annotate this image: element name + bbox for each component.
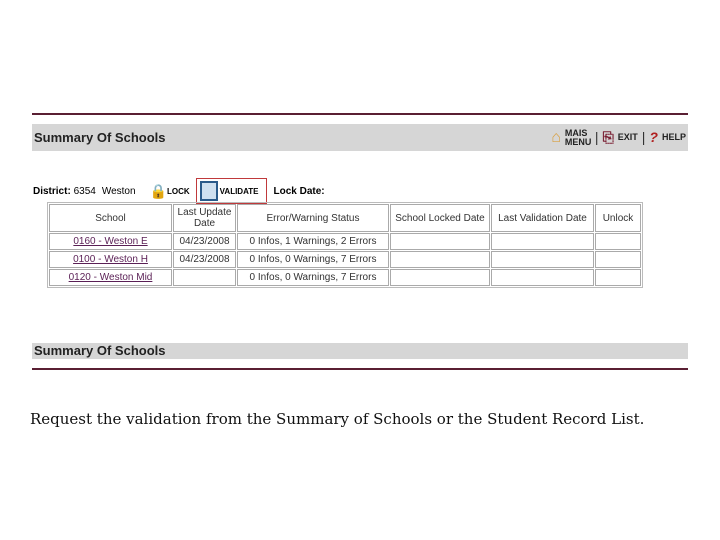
home-icon: ⌂ xyxy=(551,129,561,146)
col-locked-date: School Locked Date xyxy=(390,204,490,232)
col-school: School xyxy=(49,204,172,232)
status-cell: 0 Infos, 0 Warnings, 7 Errors xyxy=(237,251,389,268)
locked-date xyxy=(390,251,490,268)
nav-links xyxy=(551,124,686,151)
update-date: 04/23/2008 xyxy=(173,251,236,268)
school-link[interactable]: 0100 - Weston H xyxy=(73,254,148,265)
exit-icon: ⎘ xyxy=(602,129,614,145)
validation-date xyxy=(491,233,594,250)
lock-button[interactable] xyxy=(150,183,190,200)
table-row xyxy=(49,251,641,268)
update-date xyxy=(173,269,236,286)
caption: Request the validation from the Summary of Schools or the Student Record List. xyxy=(30,410,645,428)
col-unlock: Unlock xyxy=(595,204,641,232)
schools-table xyxy=(47,202,643,288)
unlock-cell xyxy=(595,269,641,286)
district-code: 6354 xyxy=(73,185,96,197)
lock-label: LOCK xyxy=(167,186,190,196)
status-cell: 0 Infos, 1 Warnings, 2 Errors xyxy=(237,233,389,250)
unlock-cell xyxy=(595,251,641,268)
school-link[interactable]: 0120 - Weston Mid xyxy=(68,272,153,283)
table-header-row xyxy=(49,204,641,232)
update-date: 04/23/2008 xyxy=(173,233,236,250)
col-status: Error/Warning Status xyxy=(237,204,389,232)
validate-button[interactable] xyxy=(196,178,268,204)
lock-icon: 🔒 xyxy=(149,182,167,199)
lock-date-label: Lock Date: xyxy=(273,185,325,197)
table-row xyxy=(49,269,641,286)
mais-menu-link[interactable]: MAIS MENU xyxy=(564,127,592,147)
status-cell: 0 Infos, 0 Warnings, 7 Errors xyxy=(237,269,389,286)
header-bar xyxy=(32,124,688,151)
footer-title: Summary Of Schools xyxy=(34,343,166,358)
school-link[interactable]: 0160 - Weston E xyxy=(73,236,148,247)
col-last-update: Last Update Date xyxy=(173,204,236,232)
top-divider xyxy=(32,113,688,115)
locked-date xyxy=(390,269,490,286)
district-row xyxy=(33,178,325,204)
validate-label: VALIDATE xyxy=(219,186,259,196)
bottom-divider xyxy=(32,368,688,370)
exit-link[interactable]: EXIT xyxy=(617,132,638,142)
col-validation-date: Last Validation Date xyxy=(491,204,594,232)
unlock-cell xyxy=(595,233,641,250)
district-label: District: xyxy=(33,185,71,197)
locked-date xyxy=(390,233,490,250)
separator: | xyxy=(594,129,599,145)
district-name: Weston xyxy=(101,185,136,197)
separator: | xyxy=(641,129,646,145)
table-row xyxy=(49,233,641,250)
validation-date xyxy=(491,251,594,268)
footer-bar xyxy=(32,343,688,359)
validate-icon xyxy=(200,181,218,201)
help-icon: ? xyxy=(649,129,658,145)
help-link[interactable]: HELP xyxy=(661,132,686,142)
validation-date xyxy=(491,269,594,286)
page-title: Summary Of Schools xyxy=(34,130,166,145)
